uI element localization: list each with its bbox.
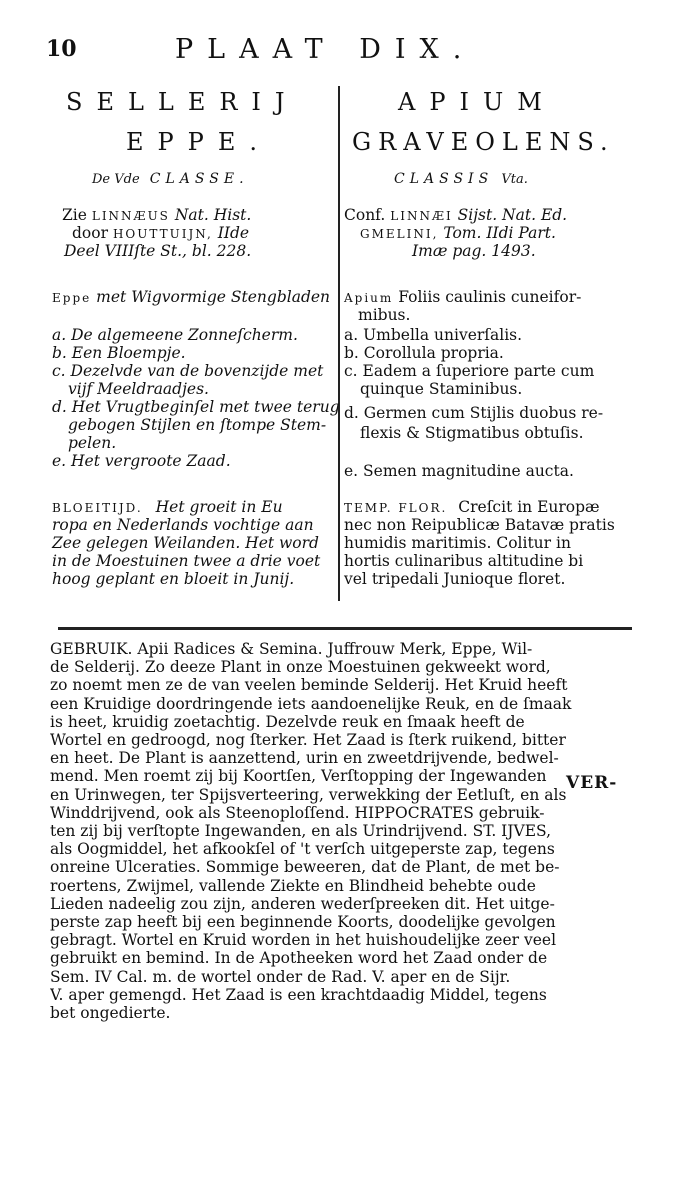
- left-ref-2b: HOUTTUIJN,: [112, 227, 213, 241]
- body-line: mend. Men roemt zij bij Koortſen, Verſtopping der Ingewanden: [50, 767, 547, 786]
- right-item-d-cont: flexis & Stigmatibus obtuſis.: [360, 424, 584, 442]
- body-line: ten zij bij verſtopte Ingewanden, en als Urindrijvend. ST. IJVES,: [50, 822, 552, 841]
- right-description: [344, 288, 581, 307]
- left-ref-2c: IIde: [217, 224, 250, 242]
- right-item-b: b. Corollula propria.: [344, 344, 504, 362]
- left-description: [52, 288, 330, 307]
- left-item-a: a. De algemeene Zonneſcherm.: [52, 326, 298, 344]
- left-item-c-cont: vijf Meeldraadjes.: [68, 380, 209, 398]
- right-desc-b: Foliis caulinis cuneifor-: [398, 288, 582, 306]
- right-ref-1c: Sijst. Nat. Ed.: [457, 206, 568, 224]
- left-bloei-line-1: [52, 498, 283, 517]
- catchword: VER-: [566, 773, 618, 793]
- section-rule: [58, 627, 632, 630]
- left-desc-b: met Wigvormige Stengbladen: [96, 288, 331, 306]
- left-ref-2: [72, 224, 249, 243]
- left-item-e: e. Het vergroote Zaad.: [52, 452, 231, 470]
- body-line: en heet. De Plant is aanzettend, urin en zweetdrijvende, bedwel-: [50, 749, 559, 768]
- right-desc-a: Apium: [344, 291, 394, 305]
- temp-flor-label: TEMP. FLOR.: [344, 501, 448, 515]
- body-line: en Urinwegen, ter Spijsverteering, verwekking der Eetluſt, en als: [50, 785, 567, 804]
- right-desc-cont: mibus.: [358, 306, 411, 324]
- right-class-word: CLASSIS: [394, 171, 494, 187]
- right-flor-line-3: humidis maritimis. Colitur in: [344, 534, 571, 552]
- page-number: 10: [46, 36, 77, 62]
- left-ref-1a: Zie: [62, 206, 87, 224]
- body-line: gebruikt en bemind. In de Apotheeken word het Zaad onder de: [50, 949, 548, 968]
- right-ref-2: [360, 224, 556, 243]
- left-class: [92, 171, 249, 187]
- right-flor-line-5: vel tripedali Junioque floret.: [344, 570, 566, 588]
- right-item-a: a. Umbella univerſalis.: [344, 326, 523, 344]
- body-line: als Oogmiddel, het afkookſel of 't verſch uitgeperste zap, tegens: [50, 840, 555, 859]
- right-item-c-cont: quinque Staminibus.: [360, 380, 523, 398]
- body-line: roertens, Zwijmel, vallende Ziekte en Blindheid behebte oude: [50, 876, 536, 895]
- body-line: zo noemt men ze de van veelen beminde Selderij. Het Kruid heeft: [50, 676, 568, 695]
- left-bloei-line-5: hoog geplant en bloeit in Junij.: [52, 570, 295, 588]
- left-desc-a: Eppe: [52, 291, 92, 305]
- left-item-d-cont2: pelen.: [68, 434, 117, 452]
- left-item-d: d. Het Vrugtbeginſel met twee terug: [52, 398, 340, 416]
- right-item-d: d. Germen cum Stijlis duobus re-: [344, 404, 604, 422]
- body-line: V. aper gemengd. Het Zaad is een krachtdaadig Middel, tegens: [50, 985, 547, 1004]
- right-item-c: c. Eadem a ſuperiore parte cum: [344, 362, 595, 380]
- left-ref-3: Deel VIIIſte St., bl. 228.: [64, 242, 252, 260]
- bloeitijd-label: BLOEITIJD.: [52, 501, 143, 515]
- right-class-suffix: Vta.: [501, 172, 528, 187]
- right-flor-line-4: hortis culinaribus altitudine bi: [344, 552, 584, 570]
- body-line: Winddrijvend, ook als Steenoploſſend. HIPPOCRATES gebruik-: [50, 803, 545, 822]
- right-ref-1b: LINNÆI: [390, 209, 453, 223]
- body-line: gebragt. Wortel en Kruid worden in het huishoudelijke zeer veel: [50, 931, 557, 950]
- body-line: GEBRUIK. Apii Radices & Semina. Juffrouw Merk, Eppe, Wil-: [50, 640, 533, 658]
- body-line: is heet, kruidig zoetachtig. Dezelvde reuk en ſmaak heeft de: [50, 712, 525, 731]
- left-item-b: b. Een Bloempje.: [52, 344, 186, 362]
- left-bloei-line-3: Zee gelegen Weilanden. Het word: [52, 534, 319, 552]
- left-item-d-cont: gebogen Stijlen en ſtompe Stem-: [68, 416, 327, 434]
- body-line: een Kruidige doordringende iets aandoenelijke Reuk, en de ſmaak: [50, 694, 572, 713]
- left-bloei-line-2: ropa en Nederlands vochtige aan: [52, 516, 314, 534]
- left-ref-1c: Nat. Hist.: [174, 206, 252, 224]
- right-flor-line-1: [344, 498, 600, 517]
- left-ref-2a: door: [72, 224, 108, 242]
- gebruik-paragraph: [50, 640, 632, 1022]
- left-item-c: c. Dezelvde van de bovenzijde met: [52, 362, 324, 380]
- right-flor-line-2: nec non Reipublicæ Batavæ pratis: [344, 516, 615, 534]
- body-line: perste zap heeft bij een beginnende Koorts, doodelijke gevolgen: [50, 913, 556, 932]
- right-ref-1: [344, 206, 567, 225]
- flor-text-1: Creſcit in Europæ: [458, 498, 600, 516]
- right-ref-2a: GMELINI,: [360, 227, 439, 241]
- bloei-text-1: Het groeit in Eu: [155, 498, 283, 516]
- plate-header: PLAAT DIX.: [175, 34, 476, 65]
- right-item-e: e. Semen magnitudine aucta.: [344, 462, 574, 480]
- left-bloei-line-4: in de Moestuinen twee a drie voet: [52, 552, 321, 570]
- right-ref-1a: Conf.: [344, 206, 386, 224]
- right-ref-2b: Tom. IIdi Part.: [443, 224, 556, 242]
- body-line: bet ongedierte.: [50, 1004, 171, 1023]
- left-ref-1b: LINNÆUS: [91, 209, 170, 223]
- left-title-2: EPPE.: [126, 128, 271, 156]
- right-title-1: APIUM: [398, 88, 556, 116]
- right-title-2: GRAVEOLENS.: [352, 128, 615, 156]
- body-line: Sem. IV Cal. m. de wortel onder de Rad. V. aper en de Sijr.: [50, 967, 511, 986]
- left-class-prefix: De Vde: [92, 172, 140, 187]
- right-ref-3: Imæ pag. 1493.: [412, 242, 536, 260]
- body-line: Wortel en gedroogd, nog ſterker. Het Zaad is ſterk ruikend, bitter: [50, 731, 566, 750]
- body-line: Lieden nadeelig zou zijn, anderen wederſpreeken dit. Het uitge-: [50, 894, 555, 913]
- left-ref-1: [62, 206, 251, 225]
- body-line: de Selderij. Zo deeze Plant in onze Moestuinen gekweekt word,: [50, 658, 551, 677]
- right-class: [394, 171, 528, 187]
- left-class-word: CLASSE.: [149, 171, 249, 187]
- left-title-1: SELLERIJ: [66, 88, 299, 116]
- body-line: onreine Ulceraties. Sommige beweeren, dat de Plant, de met be-: [50, 858, 560, 877]
- column-divider: [338, 86, 340, 601]
